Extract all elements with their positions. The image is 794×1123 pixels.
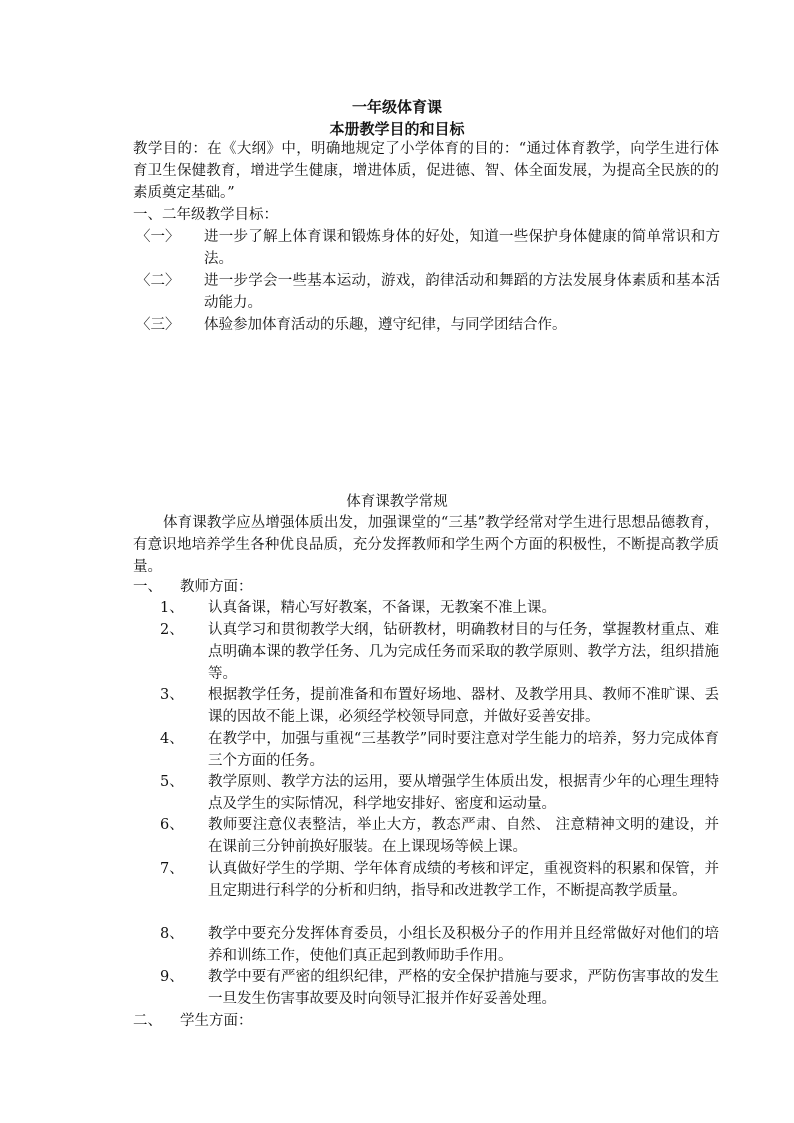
item-text: 教学原则、教学方法的运用，要从增强学生体质出发，根据青少年的心理生理特点及学生的实际情况，科学地安排好、密度和运动量。: [208, 774, 719, 812]
goal-marker: 〈二〉: [136, 273, 180, 289]
item-text: 认真备课，精心写好教案，不备课，无教案不准上课。: [208, 600, 556, 616]
goals-heading: 一、二年级教学目标：: [133, 207, 278, 223]
section-teacher-heading: 教师方面：: [180, 579, 253, 595]
item-text: 教学中要有严密的组织纪律，严格的安全保护措施与要求，严防伤害事故的发生一旦发生伤害事故要及时向领导汇报并作好妥善处理。: [208, 969, 719, 1007]
goal-marker: 〈三〉: [136, 317, 180, 333]
item-number: 3、: [160, 687, 184, 703]
item-number: 2、: [160, 622, 184, 638]
item-text: 认真做好学生的学期、学年体育成绩的考核和评定，重视资料的积累和保管，并且定期进行科学的分析和归纳，指导和改进教学工作，不断提高教学质量。: [208, 861, 719, 899]
item-text: 教学中要充分发挥体育委员，小组长及积极分子的作用并且经常做好对他们的培养和训练工作，使他们真正起到教师助手作用。: [208, 926, 719, 964]
item-number: 4、: [160, 731, 184, 747]
item-number: 7、: [160, 861, 184, 877]
item-number: 6、: [160, 817, 184, 833]
goal-text: 进一步学会一些基本运动，游戏，韵律活动和舞蹈的方法发展身体素质和基本活动能力。: [204, 273, 720, 311]
item-text: 教师要注意仪表整洁，举止大方，教态严肃、自然、 注意精神文明的建设，并在课前三分钟前换好服装。在上课现场等候上课。: [208, 817, 719, 855]
routine-intro-paragraph: 体育课教学应丛增强体质出发，加强课堂的“三基”教学经常对学生进行思想品德教育，有意识地培养学生各种优良品质，充分发挥教师和学生两个方面的积极性，不断提高教学质量。: [133, 515, 719, 575]
goal-marker: 〈一〉: [136, 229, 180, 245]
item-text: 认真学习和贯彻教学大纲，钻研教材，明确教材目的与任务，掌握教材重点、难点明确本课的教学任务、几为完成任务而采取的教学原则、教学方法，组织措施等。: [208, 622, 719, 682]
item-number: 8、: [160, 926, 184, 942]
item-number: 1、: [160, 600, 184, 616]
document-title: 一年级体育课: [351, 98, 442, 116]
item-number: 9、: [160, 969, 184, 985]
section-marker: 一、: [133, 579, 162, 595]
goal-text: 体验参加体育活动的乐趣，遵守纪律，与同学团结合作。: [204, 317, 567, 333]
item-number: 5、: [160, 774, 184, 790]
item-text: 根据教学任务，提前准备和布置好场地、器材、及教学用具、教师不准旷课、丢课的因故不能上课，必须经学校领导同意，并做好妥善安排。: [208, 687, 719, 725]
item-text: 在教学中，加强与重视“三基教学”同时要注意对学生能力的培养，努力完成体育三个方面的任务。: [208, 731, 719, 769]
routine-title: 体育课教学常规: [346, 494, 448, 510]
goal-text: 进一步了解上体育课和锻炼身体的好处，知道一些保护身体健康的简单常识和方法。: [204, 229, 720, 267]
teaching-purpose-paragraph: 教学目的：在《大纲》中，明确地规定了小学体育的目的：“通过体育教学，向学生进行体育卫生保健教育，增进学生健康，增进体质，促进德、智、体全面发展，为提高全民族的的素质奠定基础。”: [133, 141, 719, 201]
section-student-heading: 学生方面：: [180, 1013, 253, 1029]
section-marker: 二、: [133, 1013, 162, 1029]
document-subtitle: 本册教学目的和目标: [329, 120, 465, 138]
